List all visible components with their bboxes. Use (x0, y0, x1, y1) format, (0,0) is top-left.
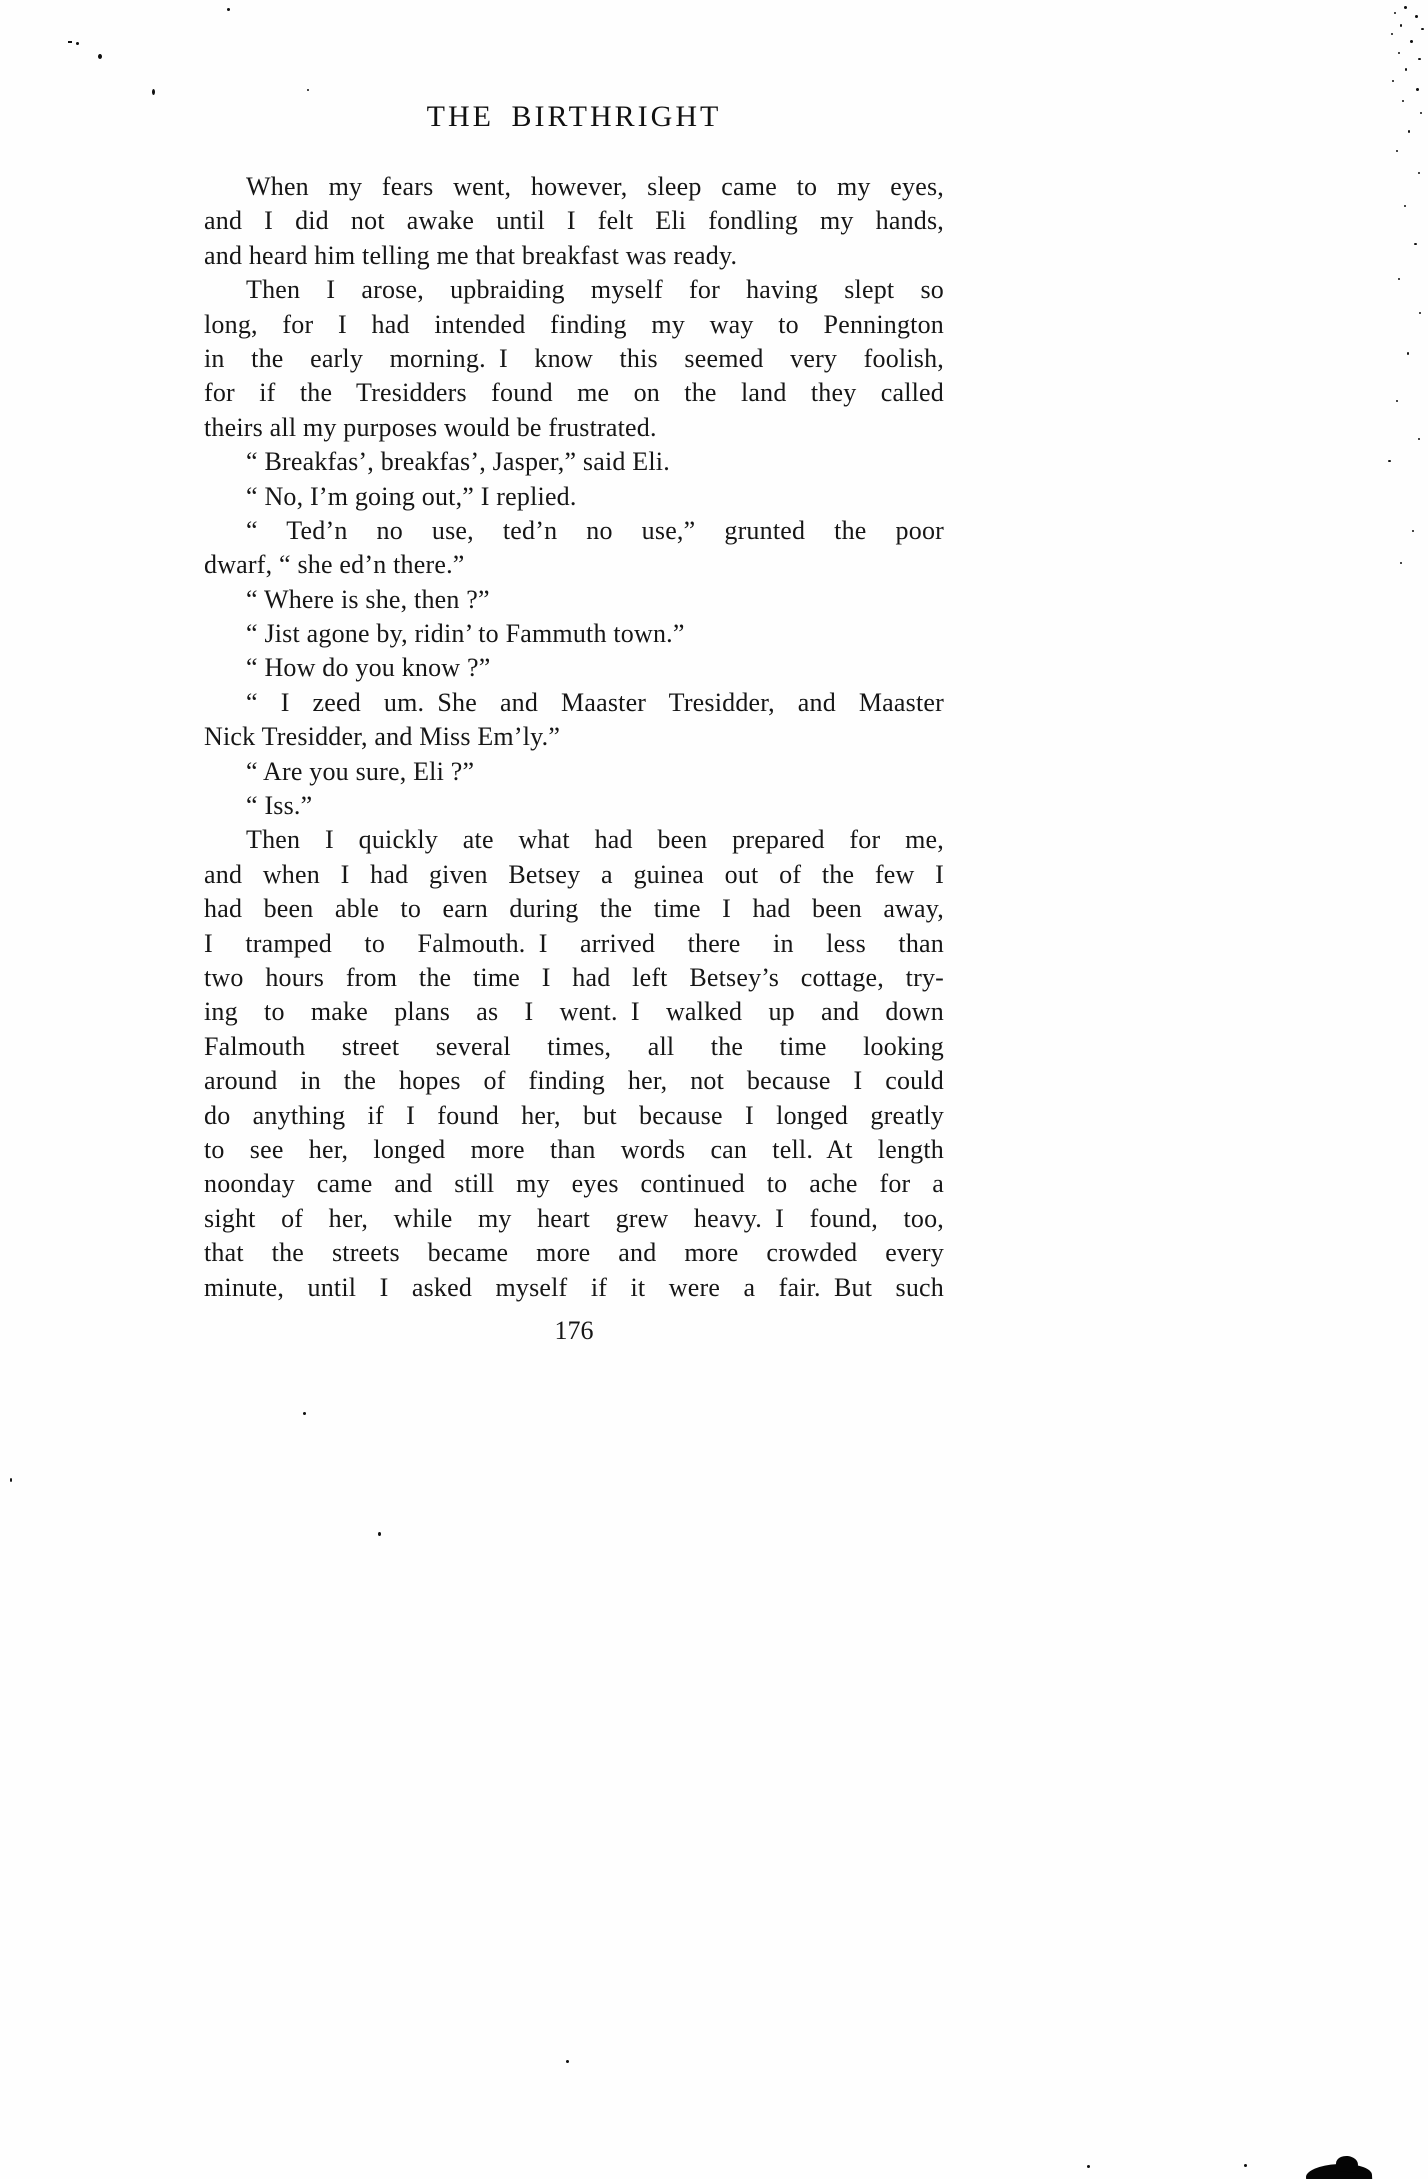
text-line: “ Are you sure, Eli ?” (246, 756, 475, 786)
scan-speckle (1398, 278, 1400, 280)
text-line: Then I quickly ate what had been prepared for me, (246, 825, 944, 855)
scan-speckle (1416, 88, 1419, 91)
text-line: Nick Tresidder, and Miss Em’ly.” (204, 722, 561, 752)
text-line: “ How do you know ?” (246, 653, 491, 683)
scan-speckle (1400, 562, 1402, 564)
text-line: dwarf, “ she ed’n there.” (204, 550, 465, 580)
scan-speckle (1392, 80, 1394, 82)
text-line: “ I zeed um. She and Maaster Tresidder, and Maaster (246, 687, 944, 717)
scan-speckle (1396, 400, 1398, 402)
scan-speckle (1391, 33, 1393, 35)
scan-speckle (1419, 312, 1421, 314)
scan-speckle (1394, 12, 1396, 14)
scan-speckle (378, 1532, 381, 1536)
page-title: THE BIRTHRIGHT (426, 100, 722, 133)
text-line: in the early morning. I know this seemed very foolish, (204, 343, 944, 373)
text-line: and heard him telling me that breakfast was ready. (204, 240, 738, 270)
text-line: theirs all my purposes would be frustrated. (204, 412, 657, 442)
scan-speckle (1408, 130, 1410, 133)
scan-speckle (1405, 68, 1407, 71)
text-line: “ Jist agone by, ridin’ to Fammuth town.” (246, 619, 685, 649)
scan-speckle (1418, 58, 1421, 60)
scan-speckle (227, 8, 230, 11)
scan-speckle (1398, 52, 1400, 54)
scan-speckle (1087, 2165, 1090, 2168)
text-line: Then I arose, upbraiding myself for having slept so (246, 275, 944, 305)
scan-speckle (76, 42, 79, 45)
page-body (204, 170, 944, 1305)
scan-speckle (1418, 438, 1420, 440)
text-line: ing to make plans as I went. I walked up and down (204, 997, 944, 1027)
text-line: minute, until I asked myself if it were a fair. But such (204, 1272, 944, 1302)
scan-speckle (303, 1412, 306, 1415)
scan-speckle (1418, 172, 1420, 174)
scan-speckle (1414, 243, 1417, 245)
text-line: “ Ted’n no use, ted’n no use,” grunted the poor (246, 515, 944, 545)
scan-speckle (1415, 15, 1418, 18)
scan-speckle (1410, 40, 1413, 43)
text-line: I tramped to Falmouth. I arrived there in less than (204, 928, 944, 958)
text-line: and I did not awake until I felt Eli fondling my hands, (204, 206, 944, 236)
scan-speckle (1388, 460, 1391, 462)
scan-speckle (1404, 6, 1407, 9)
text-line: to see her, longed more than words can tell. At length (204, 1134, 944, 1164)
text-line: do anything if I found her, but because I longed greatly (204, 1100, 944, 1130)
text-line: for if the Tresidders found me on the land they called (204, 378, 944, 408)
text-line: “ Where is she, then ?” (246, 584, 490, 614)
scan-speckle (98, 54, 102, 59)
text-line: “ Breakfas’, breakfas’, Jasper,” said Eli. (246, 447, 670, 477)
scan-speckle (566, 2060, 569, 2063)
scan-speckle (1420, 112, 1422, 114)
text-line: long, for I had intended finding my way to Pennington (204, 309, 944, 339)
page-number: 176 (554, 1316, 594, 1345)
scan-speckle (1407, 352, 1409, 355)
text-line: Falmouth street several times, all the time looking (204, 1031, 944, 1061)
text-line: noonday came and still my eyes continued to ache for a (204, 1169, 944, 1199)
text-line: and when I had given Betsey a guinea out of the few I (204, 859, 944, 889)
text-line: “ No, I’m going out,” I replied. (246, 481, 577, 511)
scan-speckle (1421, 28, 1424, 30)
scan-speckle (68, 41, 72, 43)
text-line: around in the hopes of finding her, not because I could (204, 1066, 944, 1096)
scan-speckle (1412, 530, 1414, 532)
scan-speckle (1402, 100, 1404, 102)
scan-speckle (152, 89, 155, 95)
scan-speckle (1400, 24, 1402, 27)
text-line: When my fears went, however, sleep came to my eyes, (246, 172, 944, 201)
scan-speckle (307, 89, 309, 91)
text-line: “ Iss.” (246, 791, 313, 821)
text-line: that the streets became more and more crowded every (204, 1238, 944, 1268)
ink-smudge (1335, 2155, 1359, 2173)
scan-speckle (1244, 2164, 1247, 2167)
scan-speckle (10, 1478, 12, 1482)
scan-speckle (1404, 205, 1406, 207)
text-line: sight of her, while my heart grew heavy. I found, too, (204, 1203, 944, 1233)
text-line: had been able to earn during the time I had been away, (204, 894, 944, 924)
text-line: two hours from the time I had left Betsey’s cottage, try- (204, 962, 944, 992)
scan-speckle (1396, 150, 1398, 152)
